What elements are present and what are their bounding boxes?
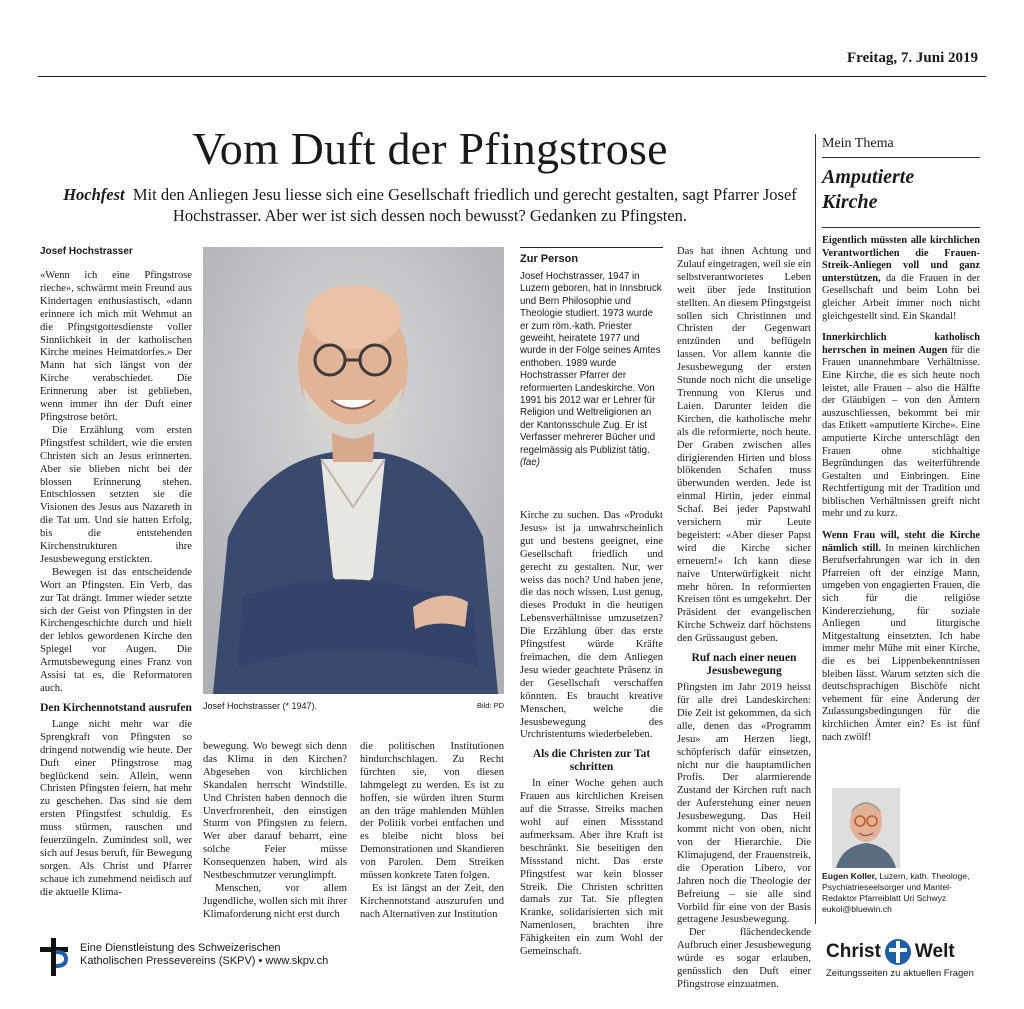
paragraph: Das hat ihnen Achtung und Zulauf eingetragen, weil sie ein selbstverantwortetes Leben weit über jede Institution stellten. An diesem Pfingstgeist sollen sich Christinnen und Christen der Gegenwart entzünden und beflügeln lassen. Vor allem kannte die Jesusbewegung der ersten Stunde noch nicht die unselige Trennung von Klerus und Laien. Darunter leiden die Kirchen, die katholische mehr als die reformierte, noch heute. Der Graben zwischen alles dirigierenden Hirten und bloss blökenden Schafen muss überwunden werden. Jede ist einmal Hirtin, jeder einmal Schaf. Bei jeder Papstwahl versichern mir Leute begeistert: «Aber dieser Papst wird die Kirche sicher erneuern!» Ich kann diese naive Unterwürfigkeit nicht mehr hören. In reformierten Kreisen tönt es umgekehrt. Der Präsident der evangelischen Kirche Schweiz darf höchstens den Grüssaugust geben. (677, 246, 811, 645)
paragraph: Lange nicht mehr war die Sprengkraft von Pfingsten so dringend notwendig wie heute. Der Duft einer Pfingstrose mag beglückend sein. Allein, wenn Christen Pfingsten feiern, hat mehr zu geschehen. Das sind sie dem ersten Pfingstfest schuldig. Es muss stürmen, rauschen und feuerzüngeln. Zumindest soll, wer sich auf Jesus beruft, für Bewegung sorgen. Als Christ und Pfarrer schaue ich zunehmend neidisch auf die aktuelle Klima- (40, 718, 192, 898)
photo-caption (203, 701, 504, 711)
person-box-body (520, 271, 663, 470)
photo-credit: Bild: PD (476, 701, 504, 710)
person-box-title: Zur Person (520, 253, 579, 265)
brand-right: Welt (914, 941, 955, 962)
deck-text: Mit den Anliegen Jesu liesse sich eine Gesellschaft friedlich und gerecht gestalten, sagt Pfarrer Josef Hochstrasser. Aber wer ist sich dessen noch bewusst? Gedanken zu Pfingsten. (132, 185, 797, 225)
sidebar-title-line: Amputierte (822, 166, 915, 188)
columnist-portrait (832, 788, 900, 868)
sidebar-paragraph: Eigentlich müssten alle kirchlichen Verantwortlichen die Frauen-Streik-Anliegen voll und ganz unterstützen, da die Frauen in der Gesellschaft und beim Lohn bei gleicher Arbeit immer noch nicht gleichgestellt sind. Ein Skandal! (822, 235, 980, 322)
skpv-cross-icon (40, 938, 68, 976)
article-column-3 (360, 741, 504, 922)
person-bio: Josef Hochstrasser, 1947 in Luzern geboren, hat in Innsbruck und Bern Philosophie und Theologie studiert. 1973 wurde er zum röm.-kath. Priester geweiht, heiratete 1977 und wurde in der Folge seines Amtes enthoben. 1989 wurde Hochstrasser Pfarrer der reformierten Landeskirche. Von 1991 bis 2012 war er Lehrer für Religion und Weltreligionen an der Kantonsschule Zug. Er ist Verfasser mehrerer Bücher und regelmässig als Publizist tätig. (520, 271, 662, 456)
sidebar-title-line: Kirche (822, 191, 878, 213)
columnist-photo (832, 788, 900, 868)
paragraph: Pfingsten im Jahr 2019 heisst für alle drei Landeskirchen: Die Zeit ist gekommen, da sich alle, denen das «Programm Jesu» am Herzen liegt, schöpferisch dafür einsetzen, nicht nur die hauptamtlichen Profis. Der alarmierende Zustand der Kirchen ruft nach der Auferstehung einer neuen Jesusbewegung. Das Heil kommt nicht von oben, nicht von der Hierarchie. Die Klimajugend, der Frauenstreik, die Operation Libero, vor Jahren noch die Theologie der Befreiung – sie alle sind Vorbild für eine von der Basis getragene Jesusbewegung. (677, 682, 811, 926)
columnist-email[interactable]: eukol@bluewin.ch (822, 904, 892, 914)
paragraph: bewegung. Wo bewegt sich denn das Klima in den Kirchen? Abgesehen von kirchlichen Skandalen herrscht Windstille. Und Christen haben dennoch die Unverfrorenheit, den einstigen Sturm von Pfingsten zu feiern. Wer aber darauf beharrt, eine solche Feier müsse Konsequenzen haben, wird als Nestbeschmutzer verunglimpft. (203, 741, 347, 882)
paragraph: «Wenn ich eine Pfingstrose rieche», schwärmt mein Freund aus Kindertagen enthusiastisch, «dann erinnere ich mich mit Wehmut an die Pfingstgottesdienste voller Sinnlichkeit in der katholischen Kirche meines Heimatdorfes.» Der Mann hat sich längst von der Kirche verabschiedet. Die Erinnerung aber ist geblieben, wenn immer ihn der Duft einer Pfingstrose betört. (40, 270, 192, 423)
page-title: Vom Duft der Pfingstrose (192, 123, 668, 174)
footer-publisher (80, 942, 328, 968)
footer-line[interactable]: Katholischen Pressevereins (SKPV) • www.skpv.ch (80, 955, 329, 967)
columnist-name: Eugen Koller, (822, 871, 877, 881)
columnist-credit (822, 871, 982, 915)
paragraph: die politischen Institutionen hindurchschlagen. Zu Recht fürchten sie, von diesen lahmgelegt zu werden. Es ist zu hoffen, sie würden ihren Sturm an den träge mahlenden Mühlen der Politik vorbei entfachen und es bleibe nicht bloss bei Demonstrationen und Skandieren von Parolen. Dem Streiken müssen konkrete Taten folgen. (360, 741, 504, 882)
sidebar-label: Mein Thema (822, 134, 980, 158)
sidebar-divider (815, 134, 816, 924)
article-column-2 (203, 741, 347, 922)
paragraph: Menschen, vor allem Jugendliche, wollen sich mit ihrer Klimaforderung nicht erst durch (203, 882, 347, 920)
article-column-4 (677, 246, 811, 992)
portrait-illustration (203, 247, 504, 694)
sidebar-body (822, 235, 980, 744)
deck-kicker: Hochfest (63, 185, 125, 204)
top-rule (38, 76, 986, 77)
caption-text: Josef Hochstrasser (* 1947). (203, 701, 318, 711)
article-author: Josef Hochstrasser (40, 246, 133, 257)
paragraph: Es ist längst an der Zeit, den Kirchennotstand auszurufen und nach Alternativen zur Institution (360, 882, 504, 920)
article-deck (40, 184, 820, 226)
sidebar-my-topic (822, 134, 980, 753)
paragraph: Der flächendeckende Aufbruch einer Jesusbewegung würde es sogar erlauben, genüsslich den Duft einer Pfingstrose einzuatmen. (677, 927, 811, 990)
footer-line: Eine Dienstleistung des Schweizerischen (80, 942, 281, 954)
paragraph: Bewegen ist das entscheidende Wort an Pfingsten. Ein Verb, das zur Tat drängt. Immer wieder setzte sich der Geist von Pfingsten in der Kirchengeschichte durch und hielt der leblos gewordenen Kirche den Spiegel vor Augen. Die Armutsbewegung eines Franz von Assisi tat es, die Reformatoren auch. (40, 566, 192, 694)
paragraph: Kirche zu suchen. Das «Produkt Jesus» ist ja unwahrscheinlich gut und bestens geeignet, eine Gesellschaft friedlich und gerecht zu gestalten. Nur, wer weiss das noch? Und haben jene, die das noch wissen, Lust genug, dieses Produkt in die heutigen Lebensverhältnisse umzusetzen? Die Erzählung über das erste Pfingstfest würde Kräfte freimachen, die dem Anliegen Jesu wieder geachtete Präsenz in der Gesellschaft verschaffen könnten. Es braucht kreative Menschen, welche die Jesusbewegung des Urchristentums wiederbeleben. (520, 510, 663, 741)
sidebar-title (822, 165, 980, 215)
person-info-box (520, 247, 663, 470)
columnist-info: Luzern, kath. Theologe, Psychiatrieseelsorger und Mantel-Redaktor Pfarreiblatt Uri Schwyz (822, 871, 970, 903)
brand-tagline: Zeitungsseiten zu aktuellen Fragen (826, 968, 974, 979)
paragraph: Die Erzählung vom ersten Pfingstfest schildert, wie die ersten Christen sich an Jesus erinnerten. Aber sie blieben nicht bei der blossen Erinnerung stehen. Entschlossen setzten sie die Visionen des Jesus aus Nazareth in die Tat um. Und sie hatten Erfolg, bis die entstehenden Kirchenstrukturen ihre Jesusbewegung erstickten. (40, 424, 192, 565)
sidebar-rule (822, 227, 980, 228)
subheading: Ruf nach einer neuen Jesusbewegung (691, 652, 797, 678)
article-column-3b (520, 510, 663, 959)
subheading: Als die Christen zur Tat schritten (532, 748, 651, 774)
issue-date: Freitag, 7. Juni 2019 (847, 50, 978, 66)
paragraph: In einer Woche gehen auch Frauen aus kirchlichen Kreisen auf die Strasse. Streiks machen wohl auf einen Missstand aufmerksam. Aber ihre Kraft ist beschränkt. Sie beseitigen den Missstand nicht. Das erste Pfingstfest war kein blosser Streik. Die Christen schritten damals zur Tat. Sie pflegten Kranke, solidarisierten sich mit Namenlosen, brachten ihre Fähigkeiten ein zum Wohl der Gemeinschaft. (520, 778, 663, 958)
article-column-1 (40, 270, 192, 900)
subheading: Den Kirchennotstand ausrufen (40, 701, 192, 714)
brand-left: Christ (826, 941, 881, 962)
sidebar-paragraph: Wenn Frau will, steht die Kirche nämlich still. In meinen kirchlichen Berufserfahrungen war ich in den Pfarreien oft der einzige Mann, umgeben von engagierten Frauen, die sich für die religiöse Kindererziehung, für soziale Anliegen und liturgische Mitgestaltung einsetzten. Ich habe immer mehr Mühe mit einer Kirche, die es bei Lippenbekenntnissen bleiben lässt. Warum setzten sich die deutschsprachigen Bischöfe nicht vehement für eine Änderung der Zulassungsbedingungen für die kirchlichen Ämter ein? Es ist fünf nach zwölf! (822, 530, 980, 743)
globe-cross-icon (883, 937, 913, 967)
person-signature: (fae) (520, 457, 540, 469)
author-photo (203, 247, 504, 694)
sidebar-paragraph: Innerkirchlich katholisch herrschen in meinen Augen für die Frauen unannehmbare Verhältnisse. Eine Kirche, die es sich heute noch leistet, alle Frauen – also die Hälfte der Gläubigen – von den Ämtern auszuschliessen, bekommt bei mir das Etikett «amputierte Kirche». Eine amputierte Kirche unterschlägt den Frauen ohne stichhaltige Begründungen das weiterführende Gestalten und Einbringen. Eine Rechtfertigung mit der Tradition und biblischen Verhältnissen greift nicht mehr und zu kurz. (822, 332, 980, 520)
christ-welt-logo (826, 937, 986, 979)
